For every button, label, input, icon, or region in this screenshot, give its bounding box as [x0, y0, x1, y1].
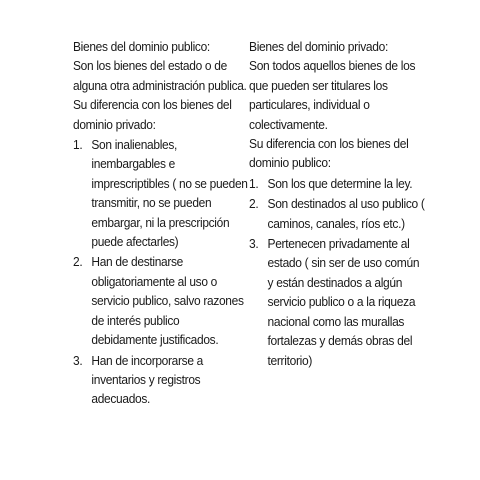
public-domain-column	[73, 37, 248, 409]
list-item-text: Han de destinarse obligatoriamente al uso o servicio publico, salvo razones de interés publico debidamente justificados.	[91, 254, 244, 348]
list-item-text: Son inalienables, inembargables e imprescriptibles ( no se pueden transmitir, no se pueden embargar, ni la prescripción puede afectarles)	[91, 137, 248, 250]
list-item-text: Han de incorporarse a inventarios y registros adecuados.	[91, 352, 203, 407]
list-item	[73, 252, 248, 349]
list-item	[249, 194, 427, 233]
public-domain-definition: Son los bienes del estado o de alguna otra administración publica.	[73, 58, 247, 93]
private-domain-column	[249, 37, 427, 370]
list-item-number: 2.	[249, 196, 259, 212]
list-item-text: Son los que determine la ley.	[267, 175, 413, 191]
private-domain-list	[249, 174, 427, 370]
private-domain-definition: Son todos aquellos bienes de los que pueden ser titulares los particulares, individual o colectivamente.	[249, 58, 416, 132]
list-item	[73, 351, 248, 409]
list-item-text: Son destinados al uso publico ( caminos, canales, ríos etc.)	[267, 196, 425, 231]
list-item	[73, 135, 248, 251]
private-domain-heading: Bienes del dominio privado:	[249, 39, 388, 54]
list-item-number: 2.	[73, 254, 83, 270]
public-domain-difference-intro: Su diferencia con los bienes del dominio privado:	[73, 97, 232, 132]
public-domain-list	[73, 135, 248, 409]
public-domain-heading: Bienes del dominio publico:	[73, 39, 210, 54]
list-item-text: Pertenecen privadamente al estado ( sin ser de uso común y están destinados a algún servicio publico o a la riqueza nacional como las murallas fortalezas y demás obras del territorio)	[267, 236, 420, 368]
private-domain-difference-intro: Su diferencia con los bienes del dominio publico:	[249, 136, 409, 171]
list-item	[249, 234, 427, 370]
list-item-number: 3.	[249, 236, 259, 252]
list-item	[249, 174, 427, 193]
list-item-number: 3.	[73, 352, 83, 368]
list-item-number: 1.	[249, 175, 259, 191]
list-item-number: 1.	[73, 137, 83, 153]
